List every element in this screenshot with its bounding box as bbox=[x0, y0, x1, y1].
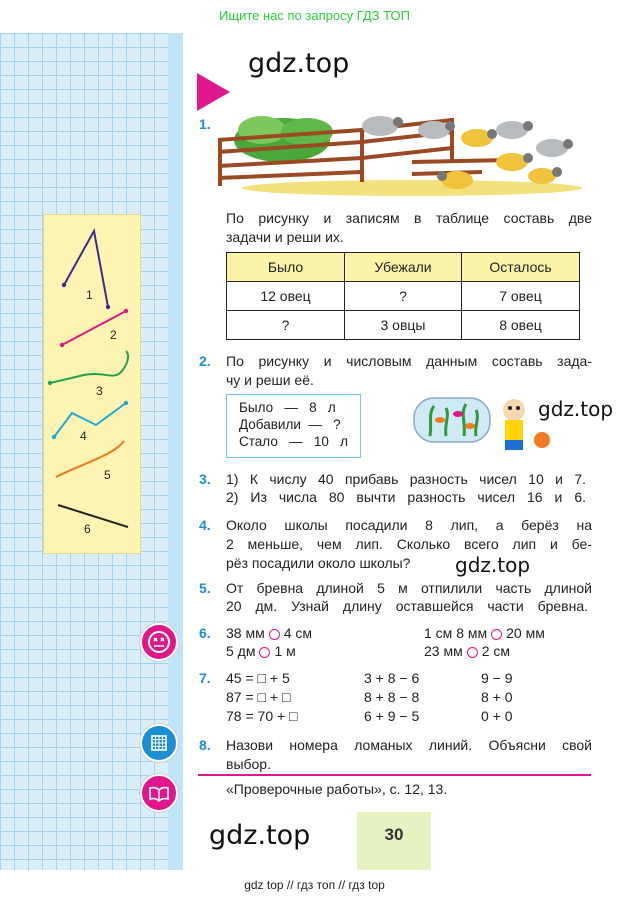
task-number-8: 8. bbox=[199, 737, 211, 753]
expression: 8 + 8 − 8 bbox=[364, 689, 420, 705]
expression: 0 + 0 bbox=[481, 708, 513, 724]
task-1-text-line-2: задачи и реши их. bbox=[226, 229, 344, 245]
line-6 bbox=[58, 505, 128, 527]
task-2-text-line-1: По рисунку и числовым данным составь зада- bbox=[226, 353, 592, 369]
expression: 3 + 8 − 6 bbox=[364, 670, 420, 686]
compare-item: 5 дм 1 м bbox=[226, 643, 296, 659]
task-7-column-1 bbox=[226, 669, 346, 726]
table-cell: 8 овец bbox=[462, 311, 580, 340]
task-7-column-3 bbox=[481, 669, 561, 726]
line-4 bbox=[54, 403, 126, 437]
table-header: Осталось bbox=[462, 253, 580, 282]
task-2-text-line-2: чу и реши её. bbox=[226, 372, 314, 388]
compare-circle[interactable] bbox=[491, 629, 502, 640]
task-4-line-2: 2 меньше, чем лип. Сколько всего лип и бе- bbox=[226, 536, 592, 552]
expression: 9 − 9 bbox=[481, 670, 513, 686]
bottom-footer[interactable]: gdz top // гдз топ // гдз top bbox=[244, 878, 385, 892]
expression: 45 = □ + 5 bbox=[226, 670, 290, 686]
reference-text: «Проверочные работы», с. 12, 13. bbox=[226, 781, 448, 797]
line-label-3: 3 bbox=[96, 384, 103, 398]
top-banner[interactable]: Ищите нас по запросу ГДЗ ТОП bbox=[219, 8, 410, 23]
watermark-top: gdz.top bbox=[248, 48, 350, 79]
watermark-mid-1: gdz.top bbox=[538, 397, 614, 421]
table-cell: ? bbox=[227, 311, 345, 340]
task-4-line-3: рёз посадили около школы? bbox=[226, 555, 411, 571]
compare-circle[interactable] bbox=[259, 647, 270, 658]
task-1-text-line-1: По рисунку и записям в таблице составь две bbox=[226, 210, 592, 226]
box-row: Добавили — ? bbox=[239, 417, 341, 432]
line-label-6: 6 bbox=[84, 522, 91, 536]
watermark-mid-2: gdz.top bbox=[455, 553, 531, 577]
compare-item: 38 мм 4 см bbox=[226, 625, 313, 641]
table-cell: 3 овцы bbox=[345, 311, 462, 340]
section-divider bbox=[198, 774, 591, 776]
task-number-2: 2. bbox=[199, 353, 211, 369]
line-label-4: 4 bbox=[80, 429, 87, 443]
task-number-1: 1. bbox=[199, 116, 211, 132]
table-cell: 12 овец bbox=[227, 282, 345, 311]
watermark-bottom: gdz.top bbox=[209, 820, 311, 851]
table-cell: ? bbox=[345, 282, 462, 311]
book-icon bbox=[140, 774, 178, 812]
task-3-line-1: 1) К числу 40 прибавь разность чисел 10 и 7. bbox=[226, 471, 586, 487]
task-1-table bbox=[226, 252, 580, 340]
box-row: Было — 8 л bbox=[239, 400, 336, 415]
task-8-line-2: выбор. bbox=[226, 756, 271, 772]
line-3 bbox=[50, 351, 128, 383]
table-header: Убежали bbox=[345, 253, 462, 282]
task-number-4: 4. bbox=[199, 517, 211, 533]
expression: 78 = 70 + □ bbox=[226, 708, 298, 724]
grid-task-icon bbox=[140, 724, 178, 762]
expression: 6 + 9 − 5 bbox=[364, 708, 420, 724]
task-number-3: 3. bbox=[199, 471, 211, 487]
sheep-illustration bbox=[212, 100, 582, 198]
line-label-5: 5 bbox=[104, 468, 111, 482]
task-8-line-1: Назови номера ломаных линий. Объясни свой bbox=[226, 737, 592, 753]
task-7-column-2 bbox=[364, 669, 464, 726]
lines-drawing bbox=[44, 215, 140, 553]
line-label-2: 2 bbox=[110, 328, 117, 342]
compare-circle[interactable] bbox=[269, 629, 280, 640]
line-5 bbox=[56, 441, 124, 477]
task-number-6: 6. bbox=[199, 625, 211, 641]
task-5-line-1: От бревна длиной 5 м отпилили часть длиной bbox=[226, 580, 592, 596]
box-row: Стало — 10 л bbox=[239, 434, 348, 449]
task-5-line-2: 20 дм. Узнай длину оставшейся части бревна. bbox=[226, 598, 588, 614]
compare-circle[interactable] bbox=[467, 647, 478, 658]
task-2-data-box bbox=[226, 394, 361, 458]
task-1-table-wrap bbox=[226, 252, 580, 340]
compare-item: 1 см 8 мм 20 мм bbox=[424, 625, 545, 641]
aquarium-illustration bbox=[410, 392, 555, 454]
table-cell: 7 овец bbox=[462, 282, 580, 311]
expression: 87 = □ + □ bbox=[226, 689, 291, 705]
expression: 8 + 0 bbox=[481, 689, 513, 705]
task-4-line-1: Около школы посадили 8 лип, а берёз на bbox=[226, 517, 592, 533]
page-number: 30 bbox=[357, 812, 431, 870]
table-header: Было bbox=[227, 253, 345, 282]
table-row bbox=[227, 282, 580, 311]
lines-card bbox=[43, 214, 141, 554]
task-3-line-2: 2) Из числа 80 вычти разность чисел 16 и 6. bbox=[226, 489, 586, 505]
compare-item: 23 мм 2 см bbox=[424, 643, 511, 659]
task-number-5: 5. bbox=[199, 580, 211, 596]
table-row bbox=[227, 311, 580, 340]
line-label-1: 1 bbox=[86, 288, 93, 302]
task-number-7: 7. bbox=[199, 670, 211, 686]
mental-math-icon bbox=[140, 623, 178, 661]
